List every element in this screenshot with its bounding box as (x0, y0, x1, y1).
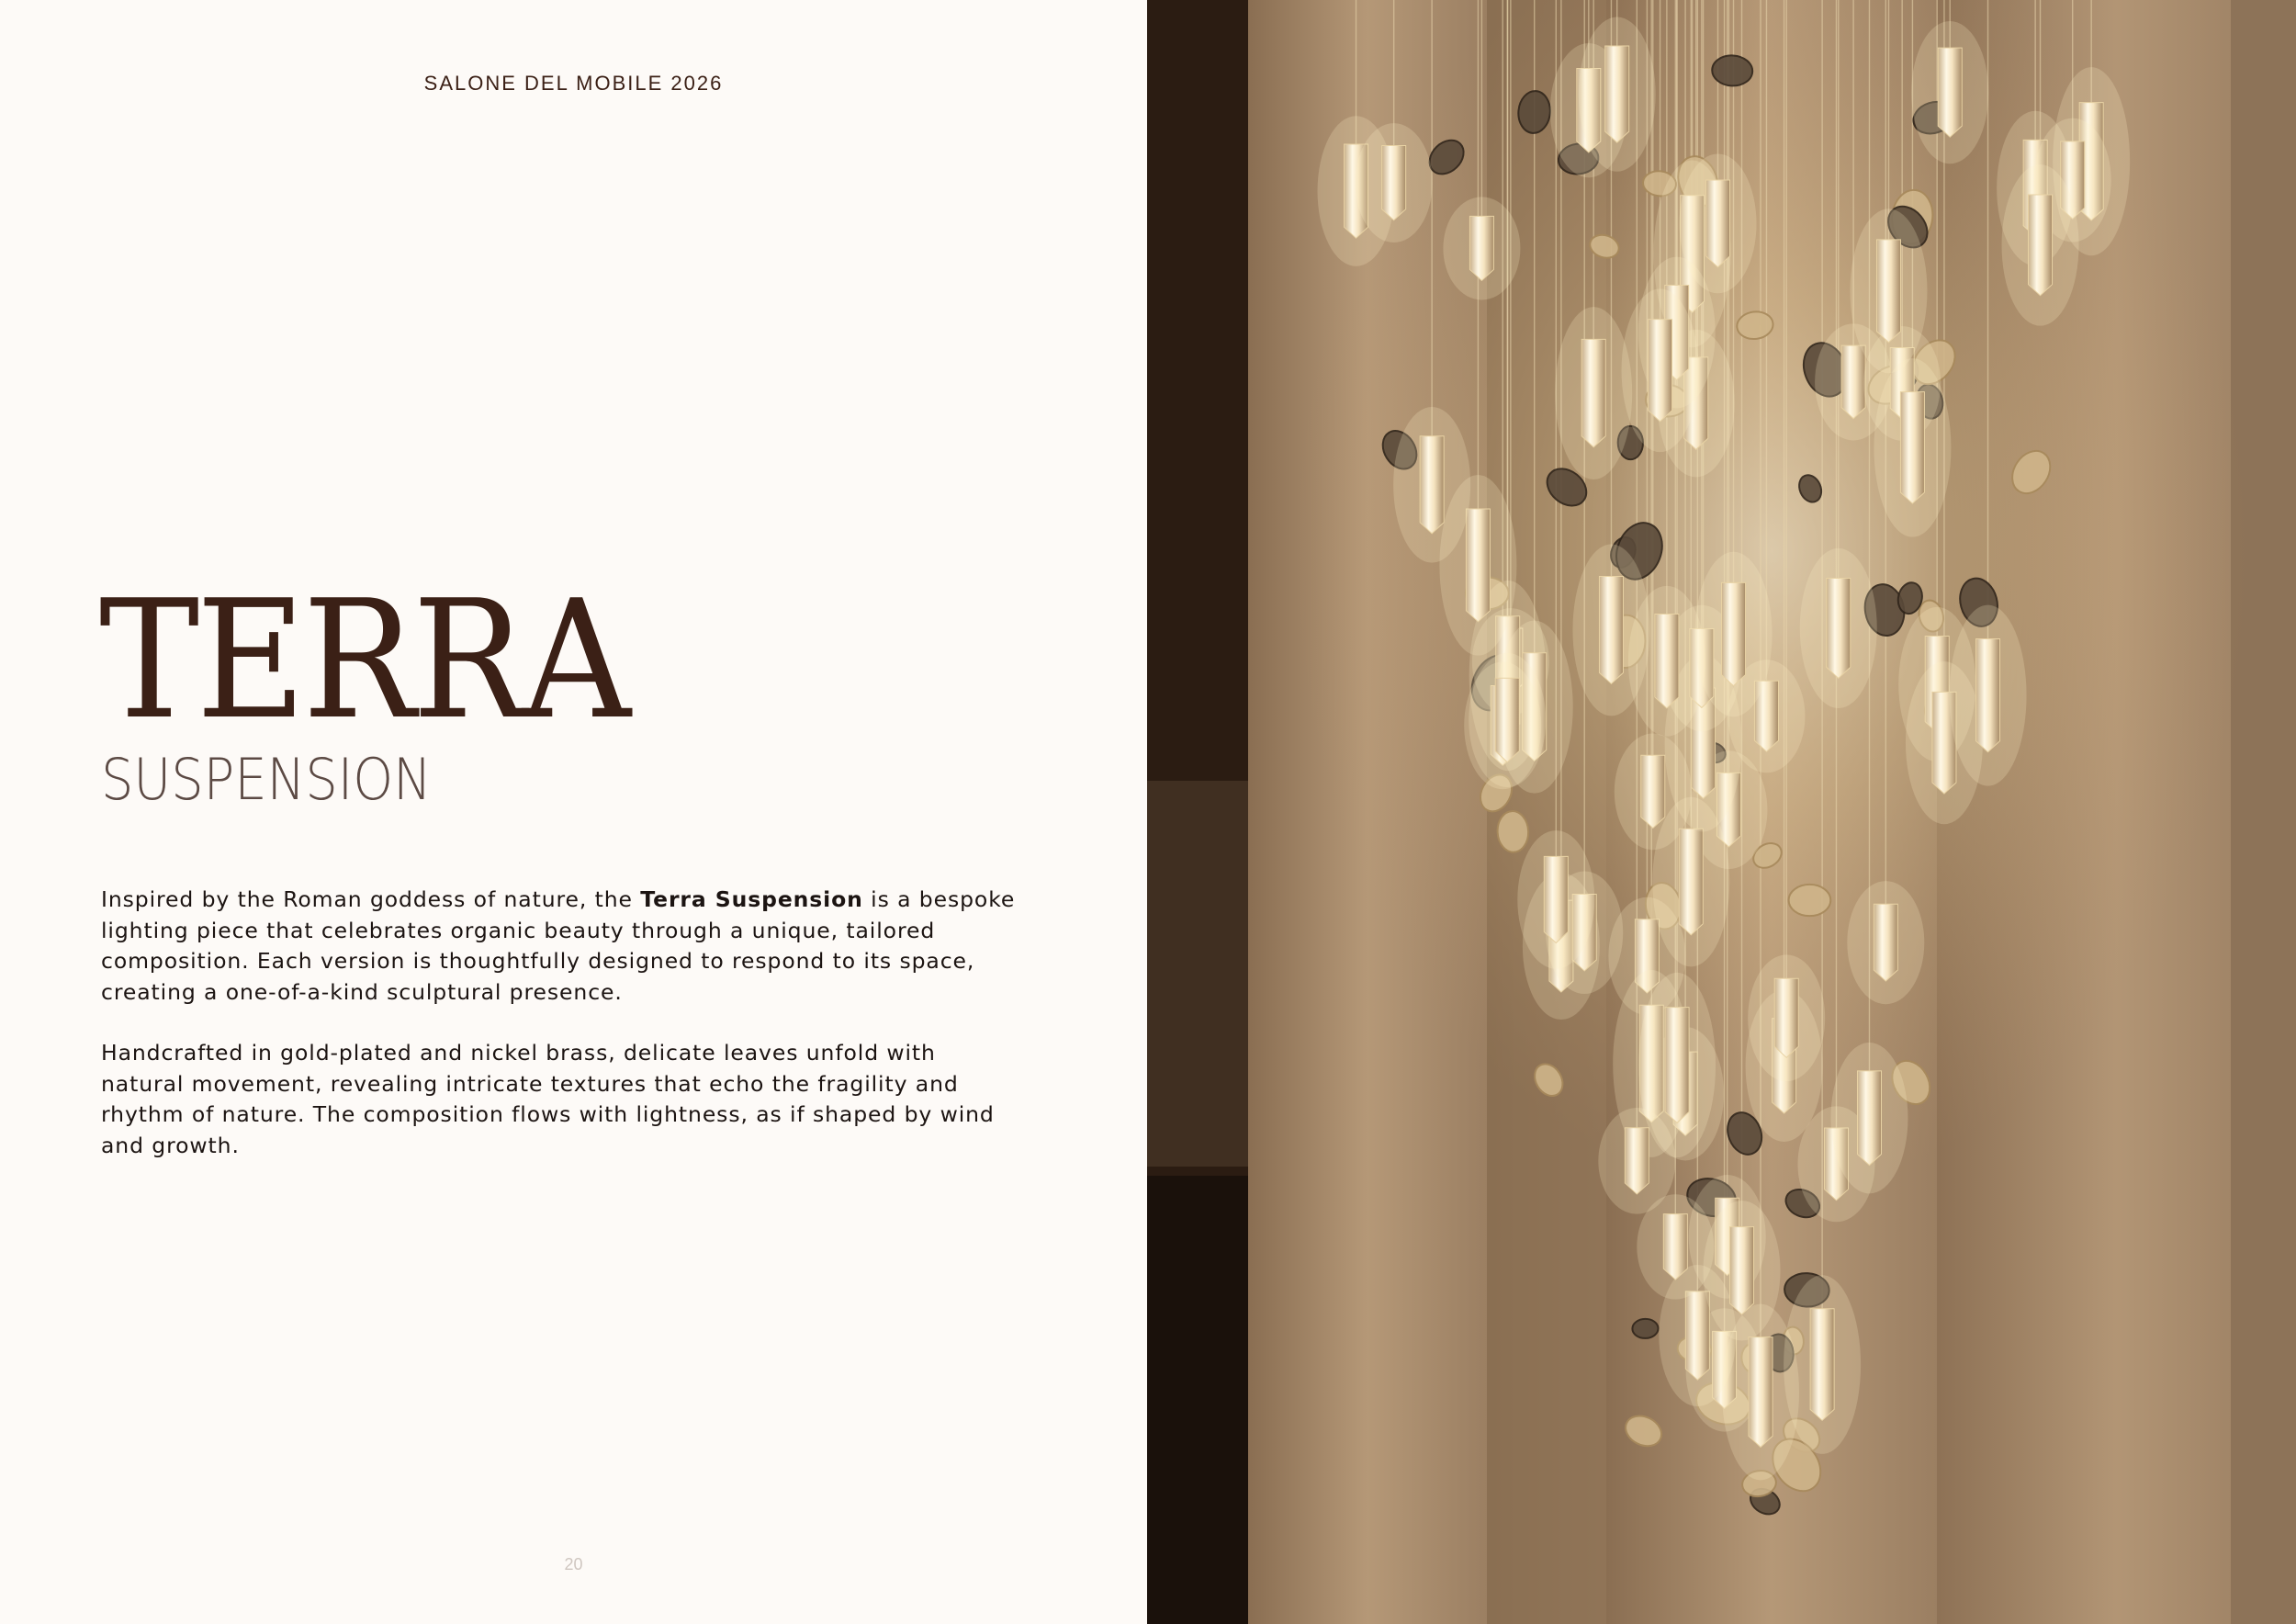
product-name-bold: Terra Suspension (640, 886, 863, 912)
crystal-pendant (1857, 1071, 1881, 1166)
crystal-pendant (1685, 1291, 1709, 1380)
crystal-pendant (1469, 216, 1493, 280)
crystal-pendant (1599, 576, 1623, 683)
crystal-pendant (1841, 345, 1865, 418)
page-number: 20 (564, 1555, 583, 1573)
crystal-pendant (1774, 978, 1798, 1057)
crystal-pendant (1976, 639, 2000, 752)
wall-panel (1147, 781, 1248, 1167)
crystal-pendant (1874, 904, 1897, 981)
crystal-pendant (1679, 829, 1703, 935)
crystal-pendant (1641, 755, 1665, 828)
description-text: is a bespoke lighting piece that celebrates organic beauty through a unique, tailored composition. Each version is thoughtfully designed to respond to its space, creating a one-of-a-kind sculptural presence. (101, 886, 1016, 1005)
text-page (0, 0, 1147, 1624)
chandelier-illustration (1147, 0, 2296, 1624)
crystal-pendant (1938, 48, 1962, 137)
description-paragraph-2: Handcrafted in gold-plated and nickel brass, delicate leaves unfold with natural movement, revealing intricate textures that echo the fragility and rhythm of nature. The composition flows with lightness, as if shaped by wind and growth. (101, 1040, 995, 1158)
crystal-pendant (1655, 615, 1679, 708)
crystal-pendant (1625, 1128, 1649, 1194)
crystal-pendant (1581, 339, 1605, 446)
crystal-pendant (1706, 180, 1730, 267)
product-description (101, 885, 1019, 1191)
crystal-pendant (1495, 678, 1519, 761)
crystal-pendant (1544, 856, 1568, 942)
product-type: SUSPENSION (101, 746, 432, 813)
pillar-edge (2231, 0, 2296, 1624)
crystal-pendant (1649, 320, 1672, 422)
crystal-pendant (1722, 582, 1746, 685)
crystal-pendant (1900, 392, 1924, 504)
brass-leaf (1789, 885, 1831, 916)
crystal-pendant (1827, 579, 1851, 679)
crystal-pendant (1730, 1227, 1754, 1314)
description-paragraph-1 (101, 885, 1019, 1008)
description-text: Inspired by the Roman goddess of nature, the (101, 886, 641, 912)
crystal-pendant (1665, 1008, 1689, 1123)
chandelier-photo (1147, 0, 2296, 1624)
crystal-pendant (1382, 146, 1406, 220)
crystal-pendant (1810, 1309, 1834, 1421)
crystal-pendant (1605, 46, 1629, 142)
crystal-pendant (2029, 195, 2053, 296)
room-floor (1147, 1176, 1248, 1624)
crystal-pendant (1876, 240, 1900, 343)
event-header: SALONE DEL MOBILE 2026 (423, 72, 724, 95)
crystal-pendant (1663, 1214, 1687, 1280)
crystal-pendant (1466, 509, 1490, 622)
crystal-pendant (1749, 1337, 1773, 1448)
product-title: TERRA (99, 565, 628, 755)
crystal-pendant (1420, 436, 1444, 534)
brass-leaf (1632, 1319, 1658, 1339)
